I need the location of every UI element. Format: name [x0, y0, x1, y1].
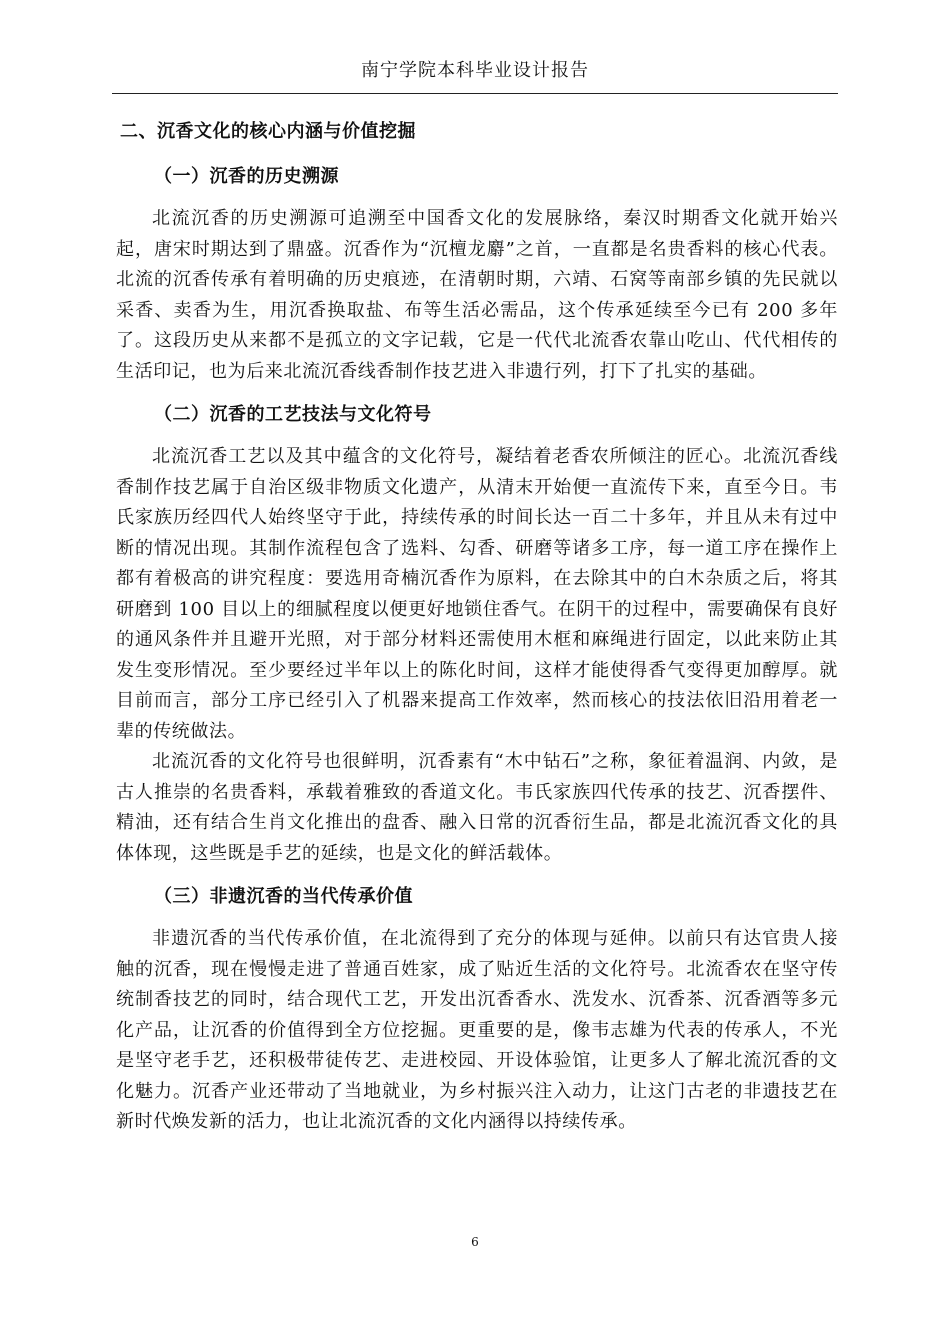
- page-header-title: 南宁学院本科毕业设计报告: [361, 60, 589, 81]
- subsection-heading-craft: （二）沉香的工艺技法与文化符号: [154, 404, 432, 425]
- page-number: 6: [471, 1235, 479, 1249]
- subsection-heading-value: （三）非遗沉香的当代传承价值: [154, 886, 413, 907]
- section-heading: 二、沉香文化的核心内涵与价值挖掘: [120, 121, 416, 142]
- document-body: [116, 117, 838, 1138]
- paragraph-history: 北流沉香的历史溯源可追溯至中国香文化的发展脉络，秦汉时期香文化就开始兴起，唐宋时期达到了鼎盛。沉香作为“沉檀龙麝”之首，一直都是名贵香料的核心代表。北流的沉香传承有着明确的历史痕迹，在清朝时期，六靖、石窝等南部乡镇的先民就以采香、卖香为生，用沉香换取盐、布等生活必需品，这个传承延续至今已有 200 多年了。这段历史从来都不是孤立的文字记载，它是一代代北流香农靠山吃山、代代相传的生活印记，也为后来北流沉香线香制作技艺进入非遗行列，打下了扎实的基础。: [116, 208, 838, 382]
- paragraph-craft-symbol: 北流沉香的文化符号也很鲜明，沉香素有“木中钻石”之称，象征着温润、内敛，是古人推崇的名贵香料，承载着雅致的香道文化。韦氏家族四代传承的技艺、沉香摆件、精油，还有结合生肖文化推出的盘香、融入日常的沉香衍生品，都是北流沉香文化的具体体现，这些既是手艺的延续，也是文化的鲜活载体。: [116, 751, 838, 864]
- header-divider: [112, 93, 838, 94]
- subsection-heading-history: （一）沉香的历史溯源: [154, 166, 339, 187]
- paragraph-value: 非遗沉香的当代传承价值，在北流得到了充分的体现与延伸。以前只有达官贵人接触的沉香，现在慢慢走进了普通百姓家，成了贴近生活的文化符号。北流香农在坚守传统制香技艺的同时，结合现代工艺，开发出沉香香水、洗发水、沉香茶、沉香酒等多元化产品，让沉香的价值得到全方位挖掘。更重要的是，像韦志雄为代表的传承人，不光是坚守老手艺，还积极带徒传艺、走进校园、开设体验馆，让更多人了解北流沉香的文化魅力。沉香产业还带动了当地就业，为乡村振兴注入动力，让这门古老的非遗技艺在新时代焕发新的活力，也让北流沉香的文化内涵得以持续传承。: [116, 928, 838, 1132]
- paragraph-craft-technique: 北流沉香工艺以及其中蕴含的文化符号，凝结着老香农所倾注的匠心。北流沉香线香制作技艺属于自治区级非物质文化遗产，从清末开始便一直流传下来，直至今日。韦氏家族历经四代人始终坚守于此，持续传承的时间长达一百二十多年，并且从未有过中断的情况出现。其制作流程包含了选料、勾香、研磨等诸多工序，每一道工序在操作上都有着极高的讲究程度：要选用奇楠沉香作为原料，在去除其中的白木杂质之后，将其研磨到 100 目以上的细腻程度以便更好地锁住香气。在阴干的过程中，需要确保有良好的通风条件并且避开光照，对于部分材料还需使用木框和麻绳进行固定，以此来防止其发生变形情况。至少要经过半年以上的陈化时间，这样才能使得香气变得更加醇厚。就目前而言，部分工序已经引入了机器来提高工作效率，然而核心的技法依旧沿用着老一辈的传统做法。: [116, 446, 838, 742]
